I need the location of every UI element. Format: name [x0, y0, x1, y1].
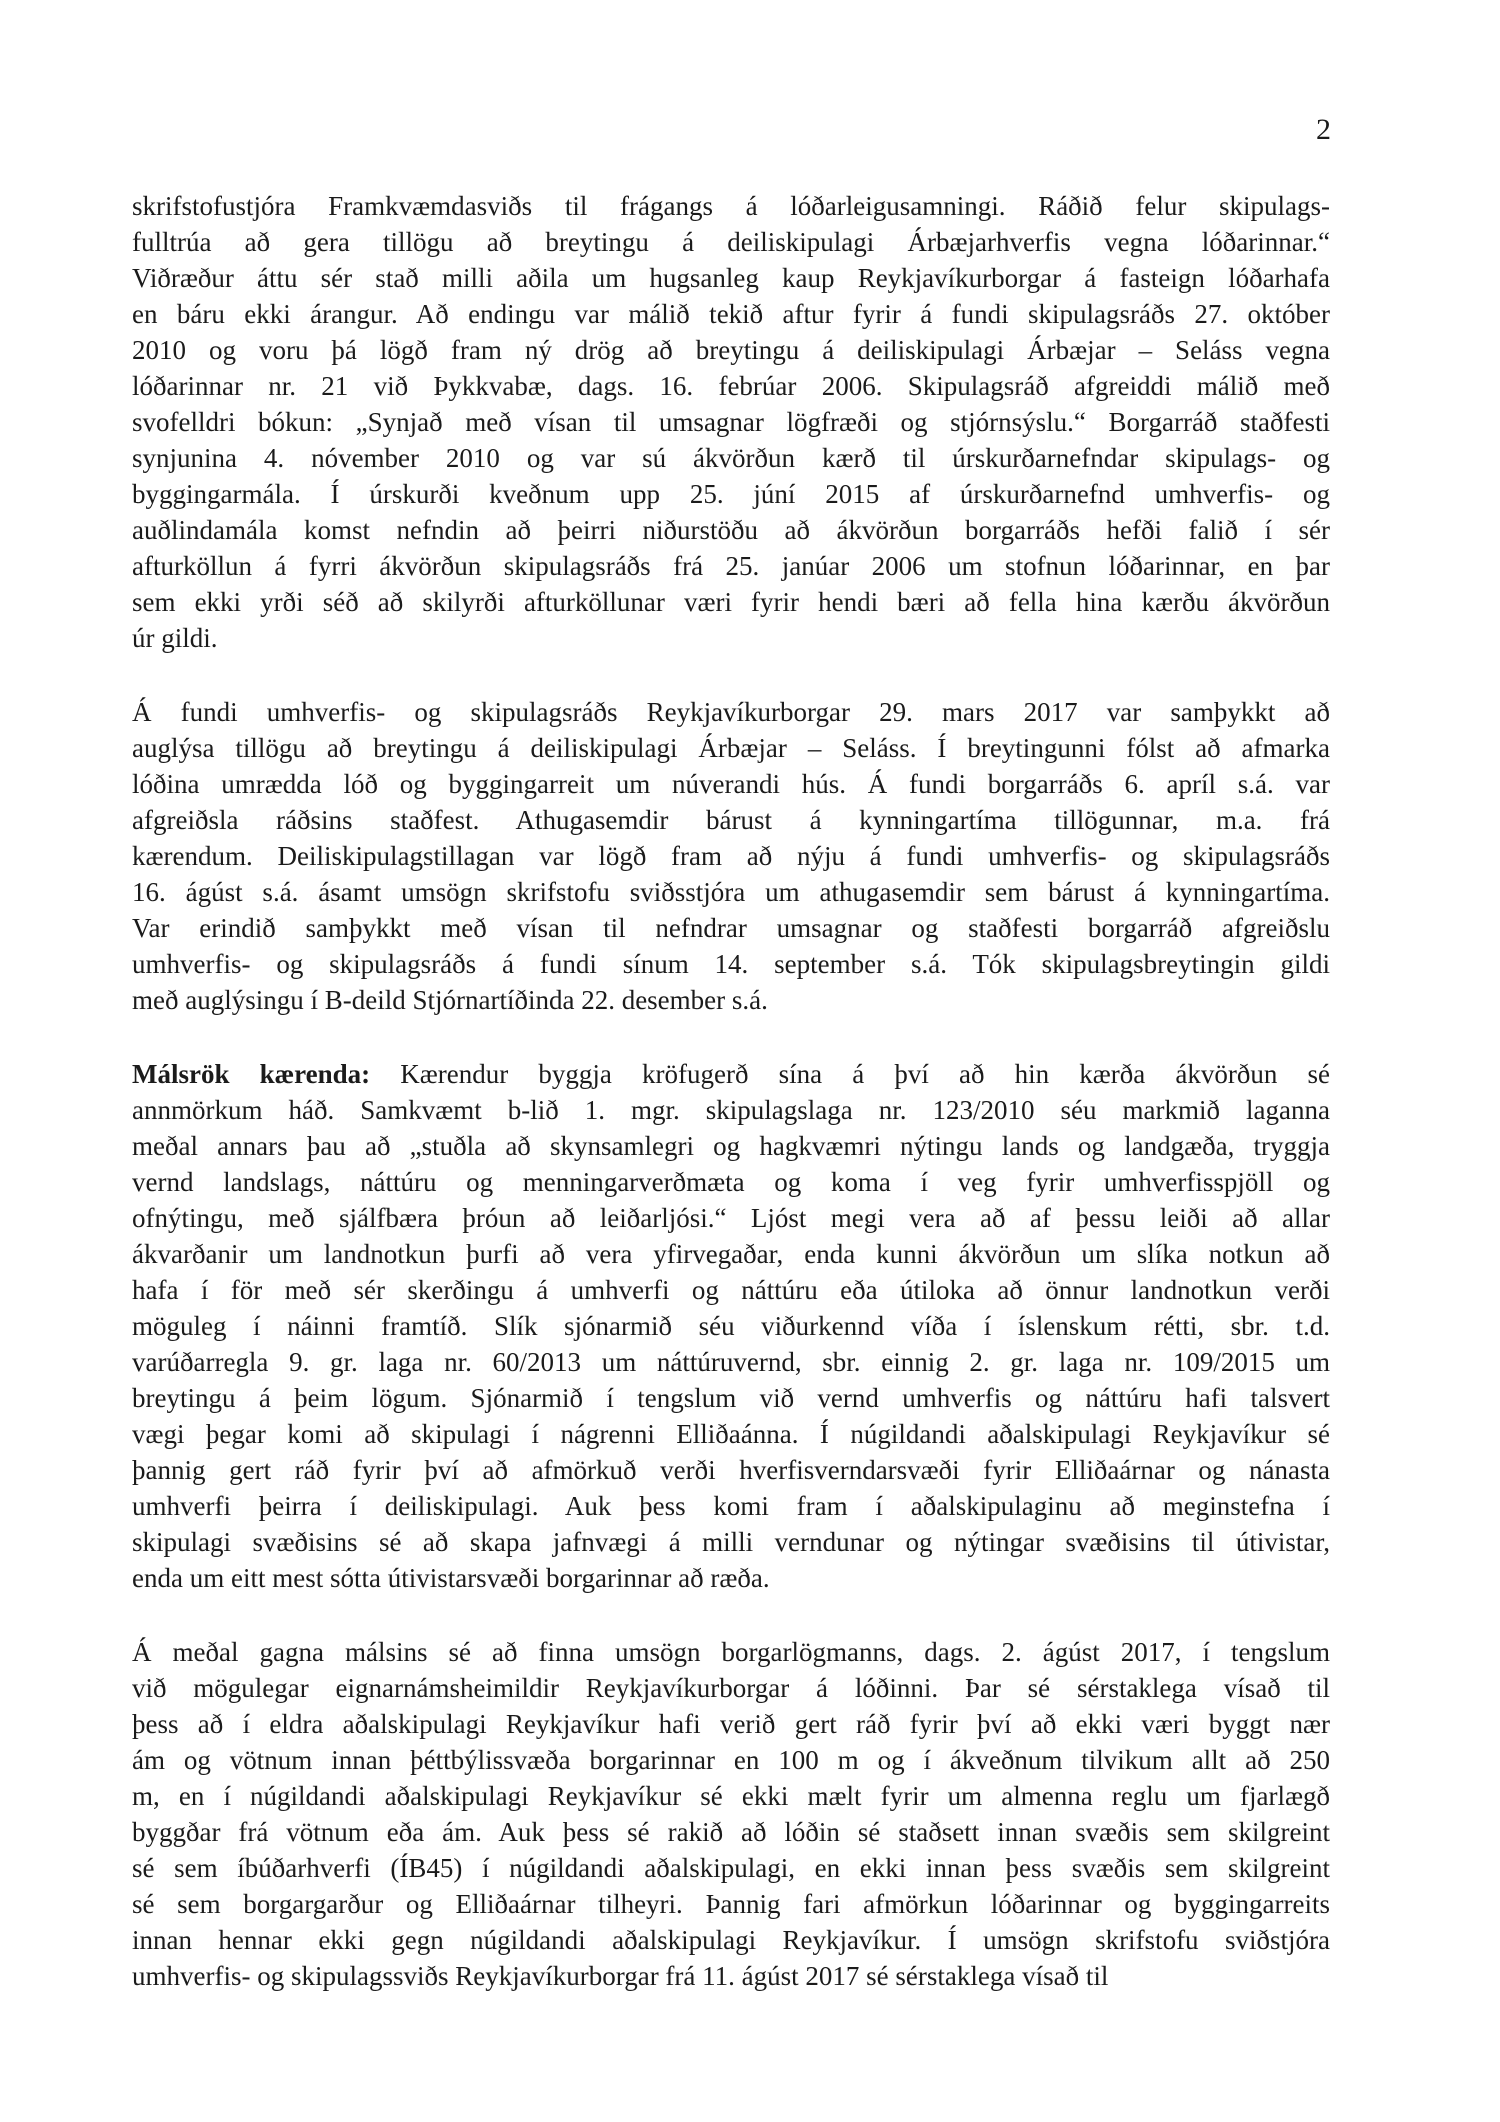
text-line: varúðarregla 9. gr. laga nr. 60/2013 um náttúruvernd, sbr. einnig 2. gr. laga nr. 109/2015 um	[132, 1347, 1330, 1377]
text-line: kærendum. Deiliskipulagstillagan var lögð fram að nýju á fundi umhverfis- og skipulagsráðs	[132, 841, 1330, 871]
text-line: annmörkum háð. Samkvæmt b-lið 1. mgr. skipulagslaga nr. 123/2010 séu markmið laganna	[132, 1095, 1330, 1125]
text-line: innan hennar ekki gegn núgildandi aðalskipulagi Reykjavíkur. Í umsögn skrifstofu sviðstjóra	[132, 1925, 1330, 1955]
text-line: umhverfi þeirra í deiliskipulagi. Auk þess komi fram í aðalskipulaginu að meginstefna í	[132, 1491, 1330, 1521]
text-line: ofnýtingu, með sjálfbæra þróun að leiðarljósi.“ Ljóst megi vera að af þessu leiði að allar	[132, 1203, 1330, 1233]
text-line: ám og vötnum innan þéttbýlissvæða borgarinnar en 100 m og í ákveðnum tilvikum allt að 250	[132, 1745, 1330, 1775]
text-line: sem ekki yrði séð að skilyrði afturköllunar væri fyrir hendi bæri að fella hina kærðu ákvörðun	[132, 587, 1330, 617]
text-line: Málsrök kærenda: Kærendur byggja kröfugerð sína á því að hin kærða ákvörðun sé	[132, 1059, 1330, 1089]
text-line: við mögulegar eignarnámsheimildir Reykjavíkurborgar á lóðinni. Þar sé sérstaklega vísað til	[132, 1673, 1330, 1703]
text-line: en báru ekki árangur. Að endingu var málið tekið aftur fyrir á fundi skipulagsráðs 27. október	[132, 299, 1330, 329]
text-line: umhverfis- og skipulagssviðs Reykjavíkurborgar frá 11. ágúst 2017 sé sérstaklega vísað til	[132, 1961, 1109, 1991]
text-line: lóðina umrædda lóð og byggingarreit um núverandi hús. Á fundi borgarráðs 6. apríl s.á. var	[132, 769, 1330, 799]
text-line: byggingarmála. Í úrskurði kveðnum upp 25. júní 2015 af úrskurðarnefnd umhverfis- og	[132, 479, 1330, 509]
text-line: þess að í eldra aðalskipulagi Reykjavíkur hafi verið gert ráð fyrir því að ekki væri byggt nær	[132, 1709, 1330, 1739]
text-line: skrifstofustjóra Framkvæmdasviðs til frágangs á lóðarleigusamningi. Ráðið felur skipulags-	[132, 191, 1330, 221]
text-line: fulltrúa að gera tillögu að breytingu á deiliskipulagi Árbæjarhverfis vegna lóðarinnar.“	[132, 227, 1330, 257]
paragraph	[132, 1634, 1330, 1994]
text-line: meðal annars þau að „stuðla að skynsamlegri og hagkvæmri nýtingu lands og landgæða, tryggja	[132, 1131, 1330, 1161]
text-line: þannig gert ráð fyrir því að afmörkuð verði hverfisverndarsvæði fyrir Elliðaárnar og nánasta	[132, 1455, 1330, 1485]
text-line: úr gildi.	[132, 623, 218, 653]
page-number: 2	[1316, 113, 1331, 146]
text-line: sé sem borgargarður og Elliðaárnar tilheyri. Þannig fari afmörkun lóðarinnar og byggingarreits	[132, 1889, 1330, 1919]
text-line: enda um eitt mest sótta útivistarsvæði borgarinnar að ræða.	[132, 1563, 770, 1593]
text-line: auglýsa tillögu að breytingu á deiliskipulagi Árbæjar – Seláss. Í breytingunni fólst að afmarka	[132, 733, 1330, 763]
text-line: auðlindamála komst nefndin að þeirri niðurstöðu að ákvörðun borgarráðs hefði falið í sér	[132, 515, 1330, 545]
text-line: ákvarðanir um landnotkun þurfi að vera yfirvegaðar, enda kunni ákvörðun um slíka notkun að	[132, 1239, 1330, 1269]
paragraph-lead-bold: Málsrök kærenda:	[132, 1059, 371, 1089]
text-line: möguleg í náinni framtíð. Slík sjónarmið séu viðurkennd víða í íslenskum rétti, sbr. t.d.	[132, 1311, 1330, 1341]
text-line: svofelldri bókun: „Synjað með vísan til umsagnar lögfræði og stjórnsýslu.“ Borgarráð staðfesti	[132, 407, 1330, 437]
text-line: 2010 og voru þá lögð fram ný drög að breytingu á deiliskipulagi Árbæjar – Seláss vegna	[132, 335, 1330, 365]
text-line: Var erindið samþykkt með vísan til nefndrar umsagnar og staðfesti borgarráð afgreiðslu	[132, 913, 1330, 943]
text-line: sé sem íbúðarhverfi (ÍB45) í núgildandi aðalskipulagi, en ekki innan þess svæðis sem skilgreint	[132, 1853, 1330, 1883]
paragraph	[132, 188, 1330, 656]
text-line: vægi þegar komi að skipulagi í nágrenni Elliðaánna. Í núgildandi aðalskipulagi Reykjavíkur sé	[132, 1419, 1330, 1449]
text-line: skipulagi svæðisins sé að skapa jafnvægi á milli verndunar og nýtingar svæðisins til útivistar,	[132, 1527, 1330, 1557]
text-line: hafa í för með sér skerðingu á umhverfi og náttúru eða útiloka að önnur landnotkun verði	[132, 1275, 1330, 1305]
text-line: synjunina 4. nóvember 2010 og var sú ákvörðun kærð til úrskurðarnefndar skipulags- og	[132, 443, 1330, 473]
text-line: lóðarinnar nr. 21 við Þykkvabæ, dags. 16. febrúar 2006. Skipulagsráð afgreiddi málið með	[132, 371, 1330, 401]
text-line: Á fundi umhverfis- og skipulagsráðs Reykjavíkurborgar 29. mars 2017 var samþykkt að	[132, 697, 1330, 727]
text-line: afturköllun á fyrri ákvörðun skipulagsráðs frá 25. janúar 2006 um stofnun lóðarinnar, en þar	[132, 551, 1330, 581]
text-line: m, en í núgildandi aðalskipulagi Reykjavíkur sé ekki mælt fyrir um almenna reglu um fjarlægð	[132, 1781, 1330, 1811]
text-line: byggðar frá vötnum eða ám. Auk þess sé rakið að lóðin sé staðsett innan svæðis sem skilgreint	[132, 1817, 1330, 1847]
text-line: afgreiðsla ráðsins staðfest. Athugasemdir bárust á kynningartíma tillögunnar, m.a. frá	[132, 805, 1330, 835]
text-line: með auglýsingu í B-deild Stjórnartíðinda 22. desember s.á.	[132, 985, 768, 1015]
paragraph	[132, 694, 1330, 1018]
paragraph	[132, 1056, 1330, 1596]
text-line: vernd landslags, náttúru og menningarverðmæta og koma í veg fyrir umhverfisspjöll og	[132, 1167, 1330, 1197]
text-line: Á meðal gagna málsins sé að finna umsögn borgarlögmanns, dags. 2. ágúst 2017, í tengslum	[132, 1637, 1330, 1667]
text-line: breytingu á þeim lögum. Sjónarmið í tengslum við vernd umhverfis og náttúru hafi talsvert	[132, 1383, 1330, 1413]
text-line: umhverfis- og skipulagsráðs á fundi sínum 14. september s.á. Tók skipulagsbreytingin gildi	[132, 949, 1330, 979]
text-line: 16. ágúst s.á. ásamt umsögn skrifstofu sviðsstjóra um athugasemdir sem bárust á kynningartíma.	[132, 877, 1330, 907]
text-line: Viðræður áttu sér stað milli aðila um hugsanleg kaup Reykjavíkurborgar á fasteign lóðarhafa	[132, 263, 1330, 293]
document-body	[132, 188, 1330, 2032]
